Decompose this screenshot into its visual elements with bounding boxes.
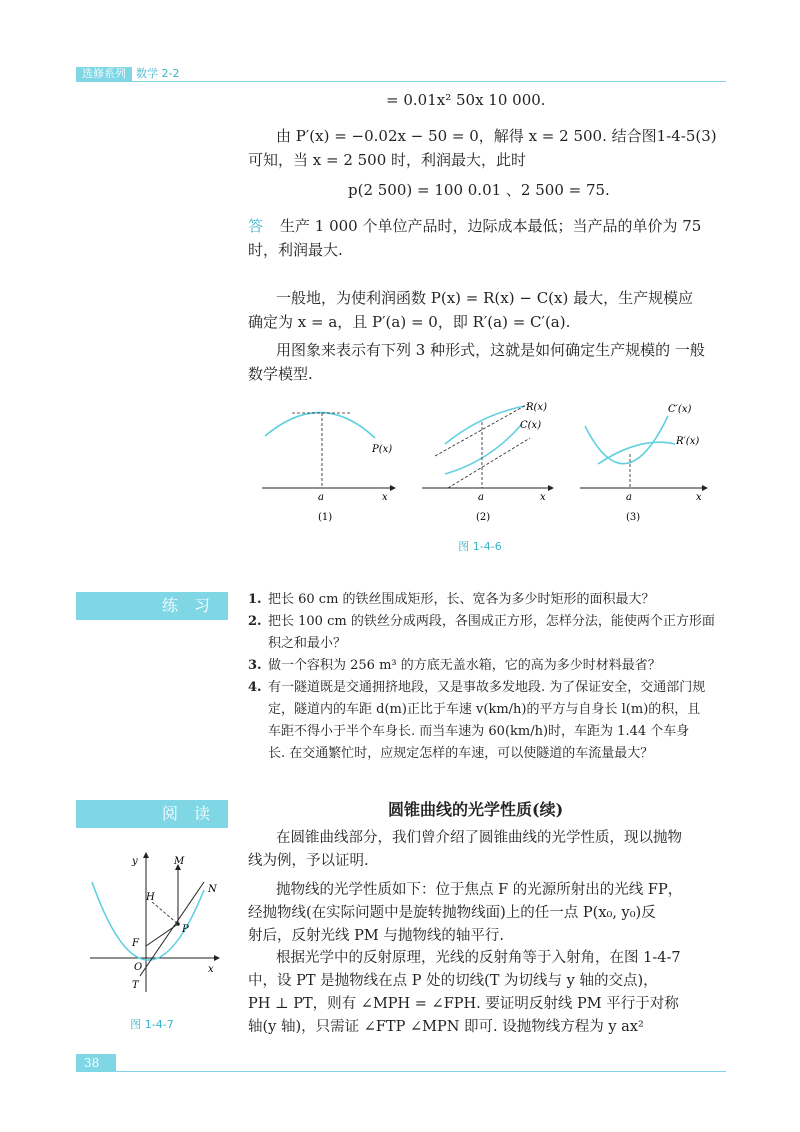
tangent-r	[435, 404, 528, 456]
exercise-text-line: 长. 在交通繁忙时，应规定怎样的车速，可以使隧道的车流量最大？	[268, 746, 654, 761]
label-c-prime: C′(x)	[668, 404, 692, 415]
exercise-number: 2.	[248, 614, 262, 629]
label-r: R(x)	[526, 402, 547, 413]
tangent-c	[448, 438, 530, 488]
answer-label: 答	[248, 217, 264, 235]
x-arrow	[214, 955, 220, 961]
reading-line: 根据光学中的反射原理，光线的反射角等于入射角，在图 1-4-7	[276, 950, 681, 966]
reading-line: 抛物线的光学性质如下：位于焦点 F 的光源所射出的光线 FP，	[276, 882, 683, 898]
general-line-4: 数学模型.	[248, 365, 313, 383]
header-rule	[76, 81, 726, 82]
curve-p	[265, 412, 375, 438]
exercise-text-line: 做一个容积为 256 m³ 的方底无盖水箱，它的高为多少时材料最省？	[268, 658, 661, 673]
reading-line: 经抛物线(在实际问题中是旋转抛物线面)上的任一点 P(x₀, y₀)反	[248, 905, 656, 921]
book-title: 数学 2-2	[136, 67, 180, 80]
reading-line: 中，设 PT 是抛物线在点 P 处的切线(T 为切线与 y 轴的交点)，	[248, 973, 658, 989]
point-a-1: a	[318, 492, 324, 503]
answer-line-1: 生产 1 000 个单位产品时，边际成本最低；当产品的单价为 75	[280, 217, 702, 235]
label-n: N	[208, 884, 217, 895]
exercise-number: 1.	[248, 592, 262, 607]
page-number: 38	[76, 1054, 116, 1072]
exercise-text-line: 车距不得小于半个车身长. 而当车速为 60(km/h)时，车距为 1.44 个车身	[268, 724, 690, 739]
reading-line: 轴(y 轴)，只需证 ∠FTP ∠MPN 即可. 设抛物线方程为 y ax²	[248, 1019, 644, 1035]
point-a-2: a	[478, 492, 484, 503]
panel-2	[422, 402, 554, 503]
point-p-dot	[176, 922, 180, 926]
label-t: T	[132, 980, 139, 991]
label-o: O	[134, 962, 143, 973]
figure-caption-1-4-7: 图 1-4-7	[130, 1018, 174, 1031]
exercise-text-line: 把长 60 cm 的铁丝围成矩形，长、宽各为多少时矩形的面积最大？	[268, 592, 655, 607]
curve-r	[445, 406, 525, 444]
general-line-1: 一般地，为使利润函数 P(x) = R(x) − C(x) 最大，生产规模应	[276, 289, 694, 307]
subcaption-3: (3)	[626, 512, 641, 523]
footer-rule	[76, 1071, 726, 1072]
exercise-number: 4.	[248, 680, 262, 695]
ray-fp	[146, 924, 178, 946]
answer-line-2: 时，利润最大.	[248, 241, 343, 259]
reading-line: 线为例，予以证明.	[248, 853, 369, 869]
figure-caption-1-4-6: 图 1-4-6	[458, 540, 502, 553]
reading-label: 阅读	[76, 800, 228, 828]
label-x: x	[208, 964, 214, 975]
label-h: H	[146, 892, 155, 903]
label-r-prime: R′(x)	[676, 436, 700, 447]
label-m: M	[174, 856, 185, 867]
y-arrow	[143, 852, 149, 858]
exercise-number: 3.	[248, 658, 262, 673]
label-p: P	[182, 924, 189, 935]
reading-title: 圆锥曲线的光学性质(续)	[388, 800, 564, 819]
label-f: F	[132, 938, 139, 949]
exercise-text-line: 把长 100 cm 的铁丝分成两段，各围成正方形，怎样分法，能使两个正方形面	[268, 614, 715, 629]
general-line-3: 用图象来表示有下列 3 种形式，这就是如何确定生产规模的 一般	[276, 341, 705, 359]
label-p: P(x)	[372, 444, 393, 455]
exercise-label: 练习	[76, 592, 228, 620]
solution-line-2: 可知，当 x = 2 500 时，利润最大，此时	[248, 151, 527, 169]
subcaption-1: (1)	[318, 512, 333, 523]
normal-ph	[152, 902, 178, 924]
subcaption-2: (2)	[476, 512, 491, 523]
equation-line: = 0.01x² 50x 10 000.	[386, 91, 546, 109]
axis-x-2: x	[540, 492, 546, 503]
curve-c-prime	[585, 416, 668, 464]
x-arrow-2	[548, 485, 554, 491]
solution-line-1: 由 P′(x) = −0.02x − 50 = 0，解得 x = 2 500. 结合图1-4-5(3)	[276, 127, 717, 145]
axis-x-3: x	[696, 492, 702, 503]
exercise-text-line: 积之和最小？	[268, 636, 347, 651]
axis-x-1: x	[382, 492, 388, 503]
exercise-text-line: 有一隧道既是交通拥挤地段，又是事故多发地段. 为了保证安全，交通部门规	[268, 680, 706, 695]
panel-3	[580, 404, 708, 503]
label-c: C(x)	[520, 420, 542, 431]
figure-1-4-6	[250, 396, 720, 536]
label-y: y	[132, 856, 138, 867]
solution-line-3: p(2 500) = 100 0.01 、2 500 = 75.	[348, 181, 610, 199]
figure-1-4-7	[80, 852, 230, 1002]
curve-r-prime	[598, 442, 675, 464]
x-arrow-1	[390, 485, 396, 491]
x-arrow-3	[702, 485, 708, 491]
panel-1	[262, 412, 396, 503]
reading-line: 射后，反射光线 PM 与抛物线的轴平行.	[248, 928, 504, 944]
general-line-2: 确定为 x = a，且 P′(a) = 0，即 R′(a) = C′(a).	[248, 313, 571, 331]
reading-line: 在圆锥曲线部分，我们曾介绍了圆锥曲线的光学性质，现以抛物	[276, 830, 682, 846]
reading-line: PH ⊥ PT，则有 ∠MPH = ∠FPH. 要证明反射线 PM 平行于对称	[248, 996, 679, 1012]
exercise-text-line: 定，隧道内的车距 d(m)正比于车速 v(km/h)的平方与自身长 l(m)的积，且	[268, 702, 701, 717]
series-tag: 选修系列	[76, 67, 132, 81]
point-a-3: a	[626, 492, 632, 503]
